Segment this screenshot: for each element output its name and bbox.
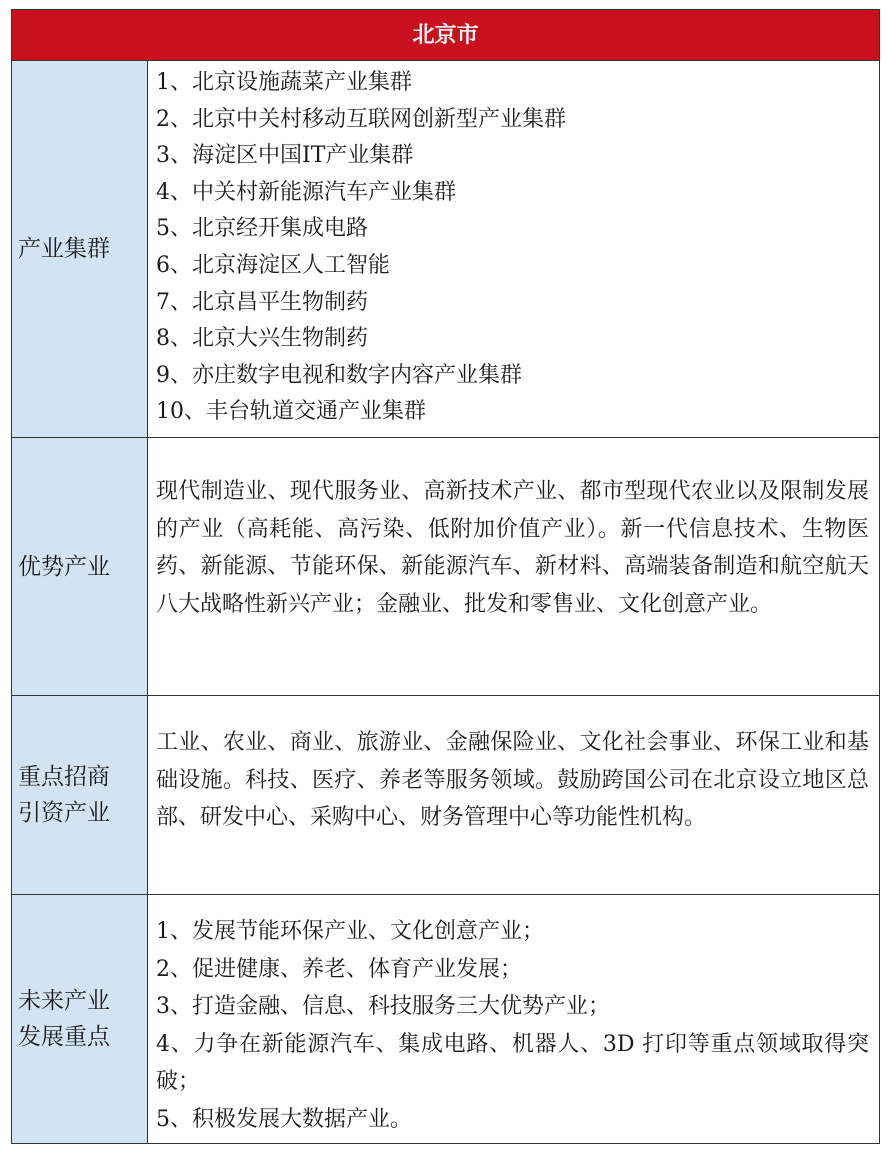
row-investment-industries xyxy=(12,696,879,895)
list-item: 2、促进健康、养老、体育产业发展； xyxy=(156,956,522,982)
row-advantage-industries xyxy=(12,438,879,696)
row-label-line: 发展重点 xyxy=(18,1024,110,1050)
row-content xyxy=(148,895,879,1143)
row-industry-clusters xyxy=(12,61,879,438)
list-item: 5、积极发展大数据产业。 xyxy=(156,1106,412,1132)
row-content xyxy=(148,61,879,437)
paragraph: 工业、农业、商业、旅游业、金融保险业、文化社会事业、环保工业和基础设施。科技、医疗、养老等服务领域。鼓励跨国公司在北京设立地区总部、研发中心、采购中心、财务管理中心等功能性机构。 xyxy=(156,730,869,831)
row-label-line: 重点招商 xyxy=(18,764,110,790)
list-item: 5、北京经开集成电路 xyxy=(156,216,368,242)
list-item: 4、中关村新能源汽车产业集群 xyxy=(156,179,456,205)
list-item: 6、北京海淀区人工智能 xyxy=(156,252,390,278)
row-label xyxy=(12,61,148,437)
list-item: 3、海淀区中国IT产业集群 xyxy=(156,143,414,169)
list-item: 7、北京昌平生物制药 xyxy=(156,289,368,315)
row-label-line: 产业集群 xyxy=(18,236,110,262)
row-label xyxy=(12,696,148,894)
industry-table xyxy=(11,9,880,1144)
list-item: 8、北京大兴生物制药 xyxy=(156,326,368,352)
table-title: 北京市 xyxy=(12,10,879,61)
list-item: 2、北京中关村移动互联网创新型产业集群 xyxy=(156,106,566,132)
row-content xyxy=(148,696,879,894)
list-item: 10、丰台轨道交通产业集群 xyxy=(156,399,426,425)
paragraph: 现代制造业、现代服务业、高新技术产业、都市型现代农业以及限制发展的产业（高耗能、高污染、低附加价值产业）。新一代信息技术、生物医药、新能源、节能环保、新能源汽车、新材料、高端装备制造和航空航天八大战略性新兴产业；金融业、批发和零售业、文化创意产业。 xyxy=(156,479,869,617)
row-future-priorities xyxy=(12,895,879,1143)
list-item: 4、力争在新能源汽车、集成电路、机器人、3D 打印等重点领域取得突破； xyxy=(156,1031,869,1095)
list-item: 3、打造金融、信息、科技服务三大优势产业； xyxy=(156,994,610,1020)
list-item: 1、发展节能环保产业、文化创意产业； xyxy=(156,919,544,944)
list-item: 9、亦庄数字电视和数字内容产业集群 xyxy=(156,362,522,388)
list-item: 1、北京设施蔬菜产业集群 xyxy=(156,70,412,95)
row-label-line: 引资产业 xyxy=(18,800,110,826)
row-content xyxy=(148,438,879,695)
row-label xyxy=(12,895,148,1143)
row-label-line: 优势产业 xyxy=(18,553,110,580)
row-label xyxy=(12,438,148,695)
row-label-line: 未来产业 xyxy=(18,988,110,1014)
